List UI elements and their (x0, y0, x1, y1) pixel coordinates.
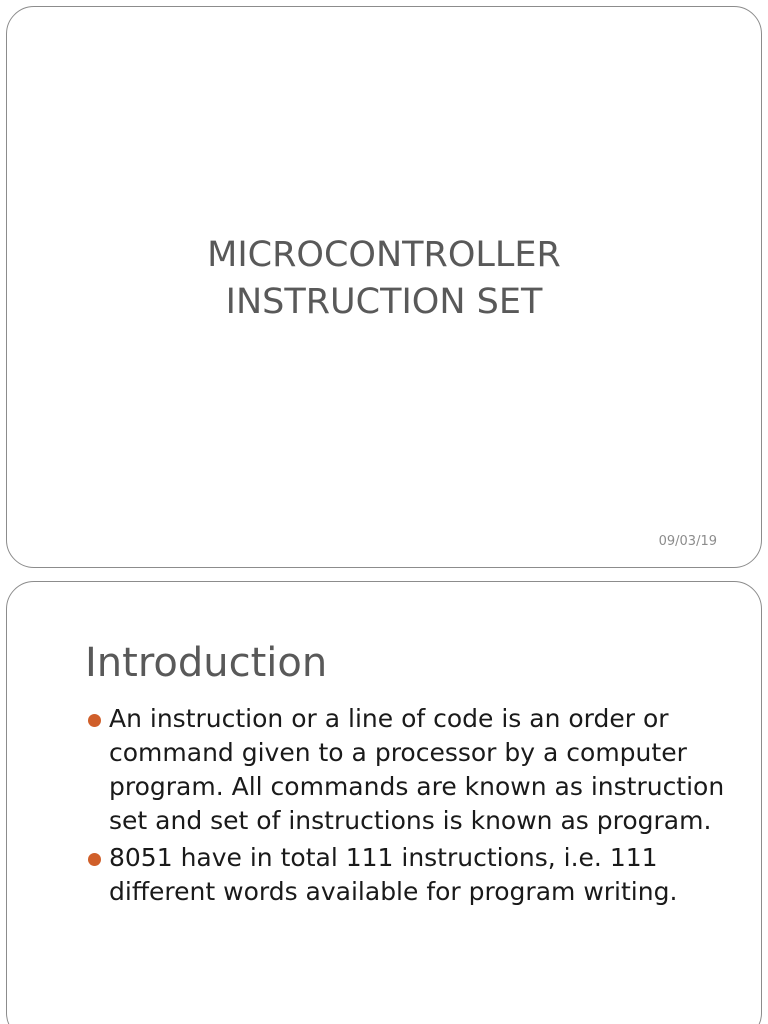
title-slide (6, 6, 762, 568)
title-line-1: MICROCONTROLLER (207, 235, 561, 275)
introduction-slide (6, 581, 762, 1024)
section-heading: Introduction (85, 640, 328, 686)
bullet-dot-icon (88, 853, 101, 866)
bullet-list (85, 702, 745, 912)
bullet-item (85, 841, 745, 909)
bullet-text: An instruction or a line of code is an order or command given to a processor by a computer program. All commands are known as instruction set and set of instructions is known as program. (109, 704, 725, 835)
slide-title (7, 232, 761, 326)
slide-date: 09/03/19 (658, 534, 717, 549)
bullet-item (85, 702, 745, 838)
bullet-text: 8051 have in total 111 instructions, i.e. 111 different words available for program writing. (109, 843, 678, 906)
title-line-2: INSTRUCTION SET (225, 282, 543, 322)
bullet-dot-icon (88, 714, 101, 727)
